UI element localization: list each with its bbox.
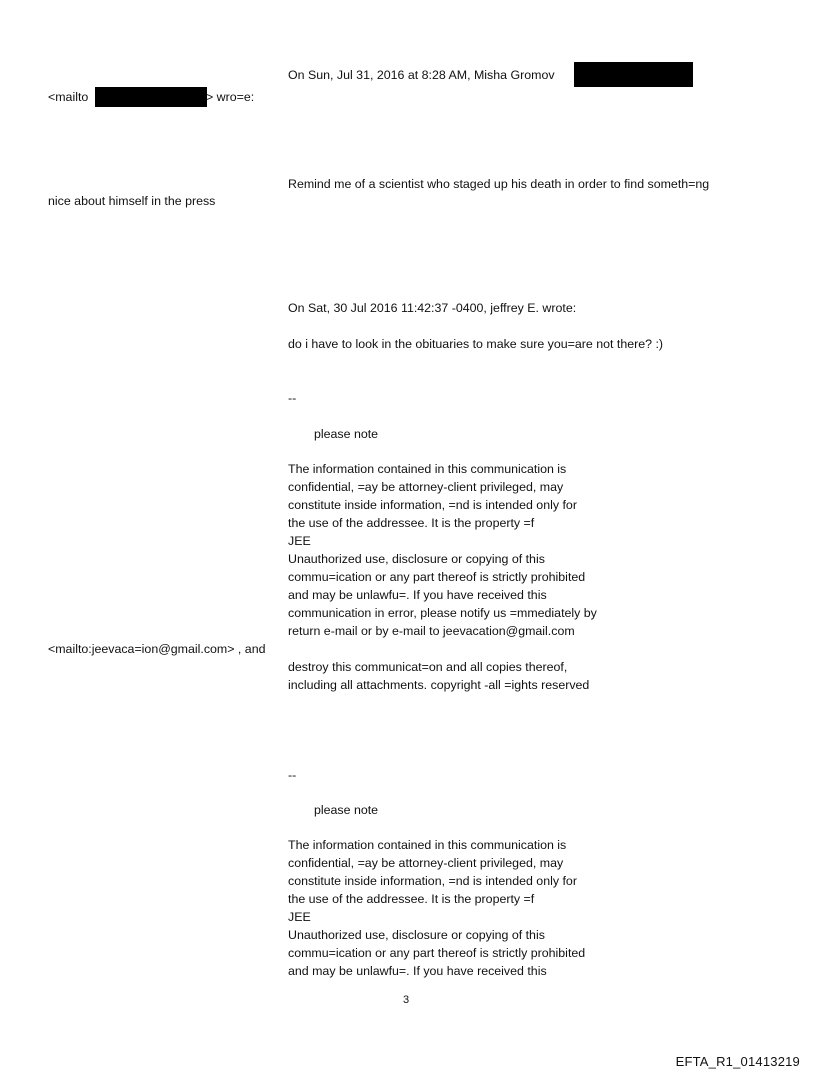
disclaimer-line: and may be unlawfu=. If you have received this	[288, 964, 547, 978]
mailto-line: <mailto:jeevaca=ion@gmail.com> , and	[48, 642, 266, 656]
disclaimer-line: the use of the addressee. It is the property =f	[288, 516, 535, 530]
signature-separator: --	[288, 391, 297, 405]
header-wrote: > wro=e:	[206, 90, 255, 104]
reply-line-1: Remind me of a scientist who staged up his death in order to find someth=ng	[288, 177, 710, 191]
disclaimer-line: confidential, =ay be attorney-client privileged, may	[288, 856, 564, 870]
header-mailto-prefix: <mailto	[48, 90, 89, 104]
redaction-bar	[574, 62, 693, 87]
disclaimer-line: destroy this communicat=on and all copies thereof,	[288, 660, 568, 674]
disclaimer-block-continued	[288, 658, 589, 694]
disclaimer-line: JEE	[288, 910, 311, 924]
disclaimer-line: the use of the addressee. It is the property =f	[288, 892, 535, 906]
disclaimer-block	[288, 460, 597, 640]
disclaimer-line: commu=ication or any part thereof is strictly prohibited	[288, 570, 586, 584]
quoted-on-line: On Sat, 30 Jul 2016 11:42:37 -0400, jeffrey E. wrote:	[288, 301, 577, 315]
disclaimer-line: Unauthorized use, disclosure or copying of this	[288, 552, 545, 566]
signature-separator: --	[288, 768, 297, 782]
disclaimer-line: and may be unlawfu=. If you have received this	[288, 588, 547, 602]
disclaimer-line: communication in error, please notify us =mmediately by	[288, 606, 597, 620]
redaction-bar	[95, 87, 207, 107]
disclaimer-line: The information contained in this communication is	[288, 462, 567, 476]
disclaimer-line: JEE	[288, 534, 311, 548]
disclaimer-line: commu=ication or any part thereof is strictly prohibited	[288, 946, 586, 960]
document-id: EFTA_R1_01413219	[675, 1054, 800, 1069]
quoted-message: do i have to look in the obituaries to make sure you=are not there? :)	[288, 337, 664, 351]
disclaimer-line: Unauthorized use, disclosure or copying of this	[288, 928, 545, 942]
disclaimer-line: including all attachments. copyright -all =ights reserved	[288, 678, 590, 692]
disclaimer-block	[288, 836, 585, 980]
disclaimer-line: return e-mail or by e-mail to jeevacation@gmail.com	[288, 624, 575, 638]
disclaimer-line: constitute inside information, =nd is intended only for	[288, 874, 577, 888]
please-note-heading: please note	[314, 803, 379, 817]
please-note-heading: please note	[314, 427, 379, 441]
reply-line-2: nice about himself in the press	[48, 194, 216, 208]
header-on-line: On Sun, Jul 31, 2016 at 8:28 AM, Misha Gromov	[288, 68, 555, 82]
disclaimer-line: The information contained in this communication is	[288, 838, 567, 852]
disclaimer-line: constitute inside information, =nd is intended only for	[288, 498, 577, 512]
page-number: 3	[403, 994, 410, 1006]
disclaimer-line: confidential, =ay be attorney-client privileged, may	[288, 480, 564, 494]
